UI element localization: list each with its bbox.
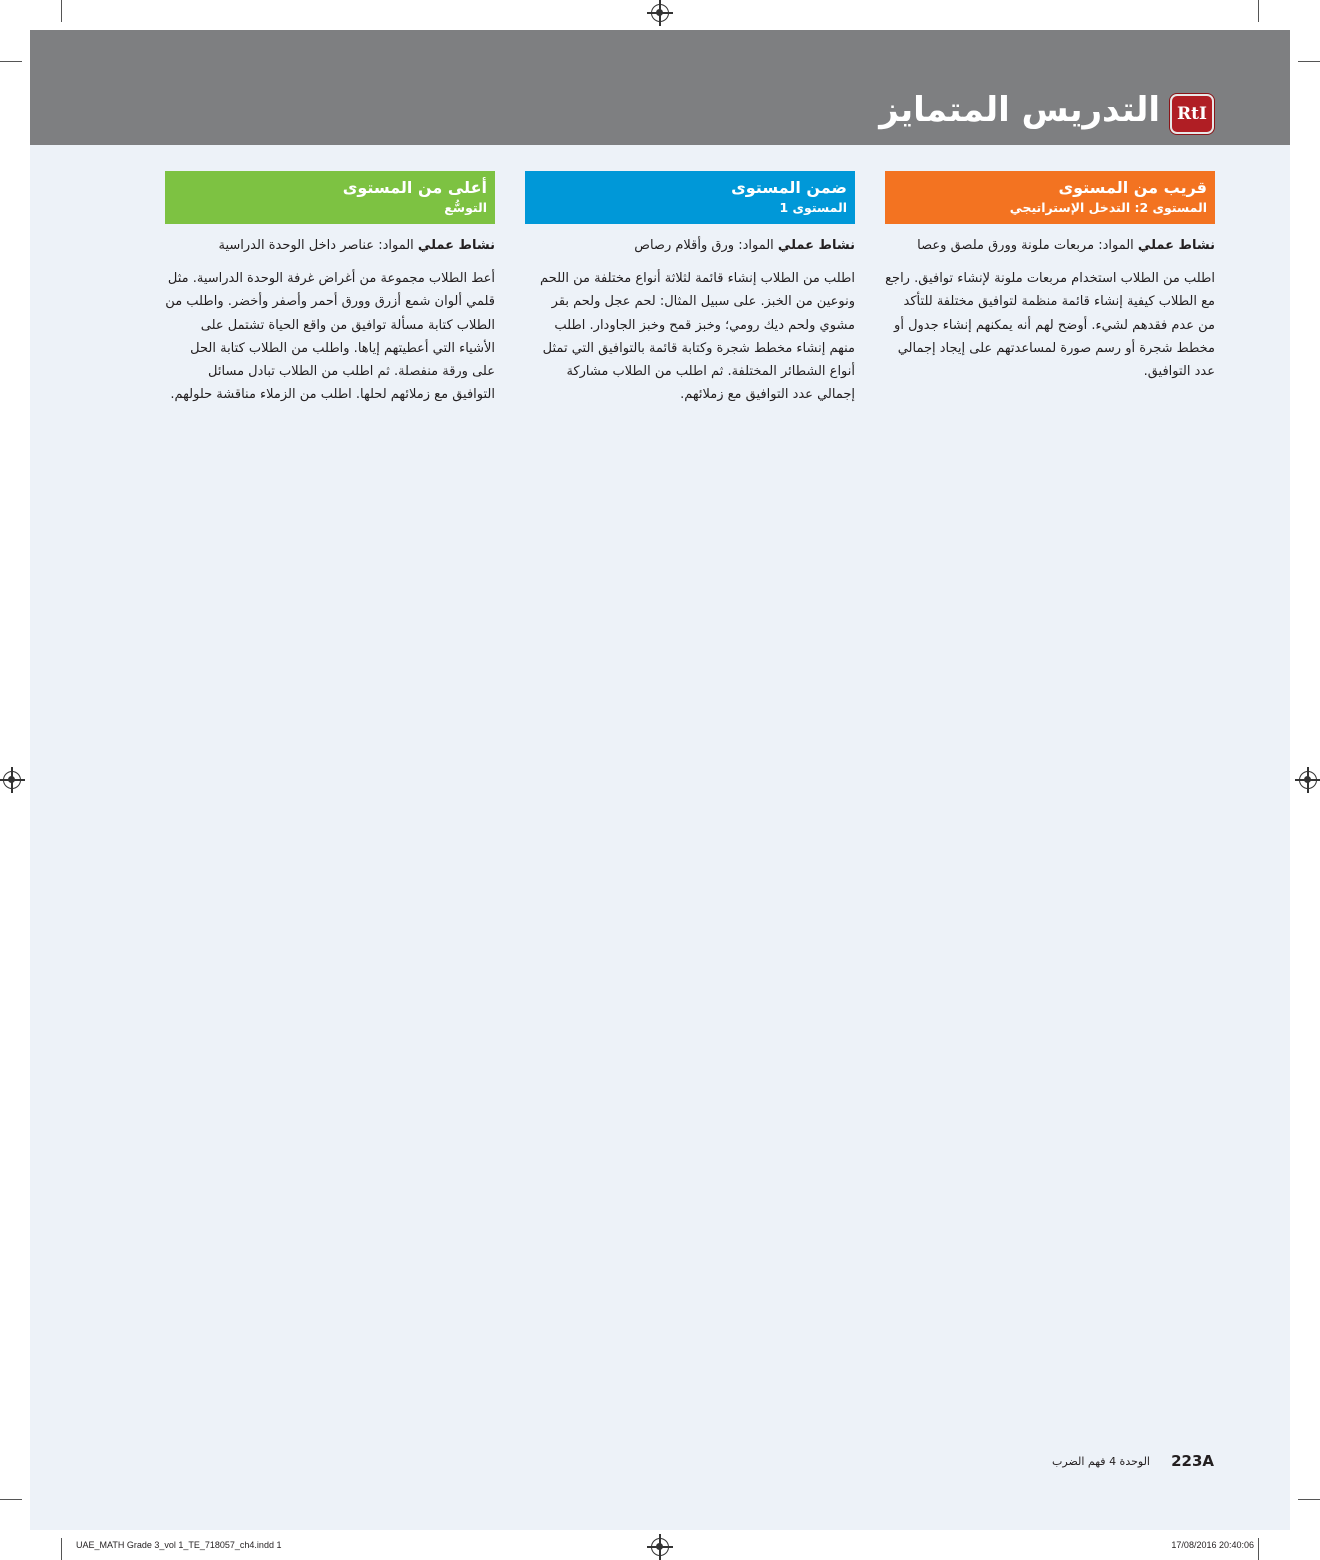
registration-mark-icon <box>651 1538 669 1556</box>
column-on-level <box>525 171 855 407</box>
column-heading: قريب من المستوى <box>1058 178 1207 197</box>
activity-label-bold: نشاط عملي <box>777 238 855 253</box>
registration-mark-icon <box>3 771 21 789</box>
crop-mark <box>61 0 62 22</box>
activity-materials: المواد: مربعات ملونة وورق ملصق وعصا <box>917 238 1138 253</box>
column-approaching-level <box>885 171 1215 383</box>
activity-label <box>525 238 855 253</box>
activity-materials: المواد: عناصر داخل الوحدة الدراسية <box>218 238 418 253</box>
activity-label-bold: نشاط عملي <box>1137 238 1215 253</box>
header-band <box>30 30 1290 145</box>
activity-materials: المواد: ورق وأقلام رصاص <box>634 238 778 253</box>
unit-label: الوحدة 4 فهم الضرب <box>1052 1455 1150 1468</box>
column-header <box>525 171 855 224</box>
page-number: 223A <box>1171 1452 1214 1470</box>
column-subheading: المستوى 2: التدخل الإستراتيجي <box>1009 200 1207 215</box>
registration-mark-icon <box>1299 771 1317 789</box>
column-beyond-level <box>165 171 495 407</box>
activity-body: اطلب من الطلاب إنشاء قائمة لثلاثة أنواع مختلفة من اللحم ونوعين من الخبز. على سبيل المثال: لحم عجل ولحم بقر مشوي ولحم ديك رومي؛ وخبز قمح وخبز الجاودار. اطلب منهم إنشاء مخطط شجرة وكتابة قائمة بالتوافيق التي تمثل أنواع الشطائر المختلفة. ثم اطلب من الطلاب مشاركة إجمالي عدد التوافيق مع زملائهم. <box>540 271 855 403</box>
registration-mark-icon <box>651 4 669 22</box>
column-subheading: المستوى 1 <box>779 200 847 215</box>
slug-datetime: 17/08/2016 20:40:06 <box>1171 1540 1254 1550</box>
crop-mark <box>1258 1538 1259 1560</box>
column-heading: ضمن المستوى <box>731 178 847 197</box>
activity-label-bold: نشاط عملي <box>417 238 495 253</box>
column-heading: أعلى من المستوى <box>342 178 487 197</box>
activity-body: اطلب من الطلاب استخدام مربعات ملونة لإنشاء توافيق. راجع مع الطلاب كيفية إنشاء قائمة منظمة لتوافيق مختلفة للتأكد من عدم فقدهم لشيء. أوضح لهم أنه يمكنهم إنشاء جدول أو مخطط شجرة أو رسم صورة لمساعدتهم على إيجاد إجمالي عدد التوافيق. <box>885 271 1215 380</box>
crop-mark <box>1258 0 1259 22</box>
activity-label <box>165 238 495 253</box>
column-header <box>165 171 495 224</box>
activity-label <box>885 238 1215 253</box>
rti-badge: RtI <box>1170 94 1214 134</box>
column-subheading: التوسُّع <box>444 200 487 215</box>
activity-body: أعط الطلاب مجموعة من أغراض غرفة الوحدة الدراسية. مثل قلمي ألوان شمع أزرق وورق أحمر وأصفر وأخضر. واطلب من الطلاب كتابة مسألة توافيق من واقع الحياة تشتمل على الأشياء التي أعطيتهم إياها. واطلب من الطلاب كتابة الحل على ورقة منفصلة. ثم اطلب من الطلاب تبادل مسائل التوافيق مع زملائهم لحلها. اطلب من الزملاء مناقشة حلولهم. <box>165 271 495 403</box>
crop-mark <box>0 61 22 62</box>
crop-mark <box>61 1538 62 1560</box>
column-header <box>885 171 1215 224</box>
slug-file-name: UAE_MATH Grade 3_vol 1_TE_718057_ch4.indd 1 <box>76 1540 282 1550</box>
page-title: التدريس المتمايز <box>879 90 1160 130</box>
crop-mark <box>1298 1499 1320 1500</box>
page <box>30 30 1290 1530</box>
crop-mark <box>0 1499 22 1500</box>
crop-mark <box>1298 61 1320 62</box>
